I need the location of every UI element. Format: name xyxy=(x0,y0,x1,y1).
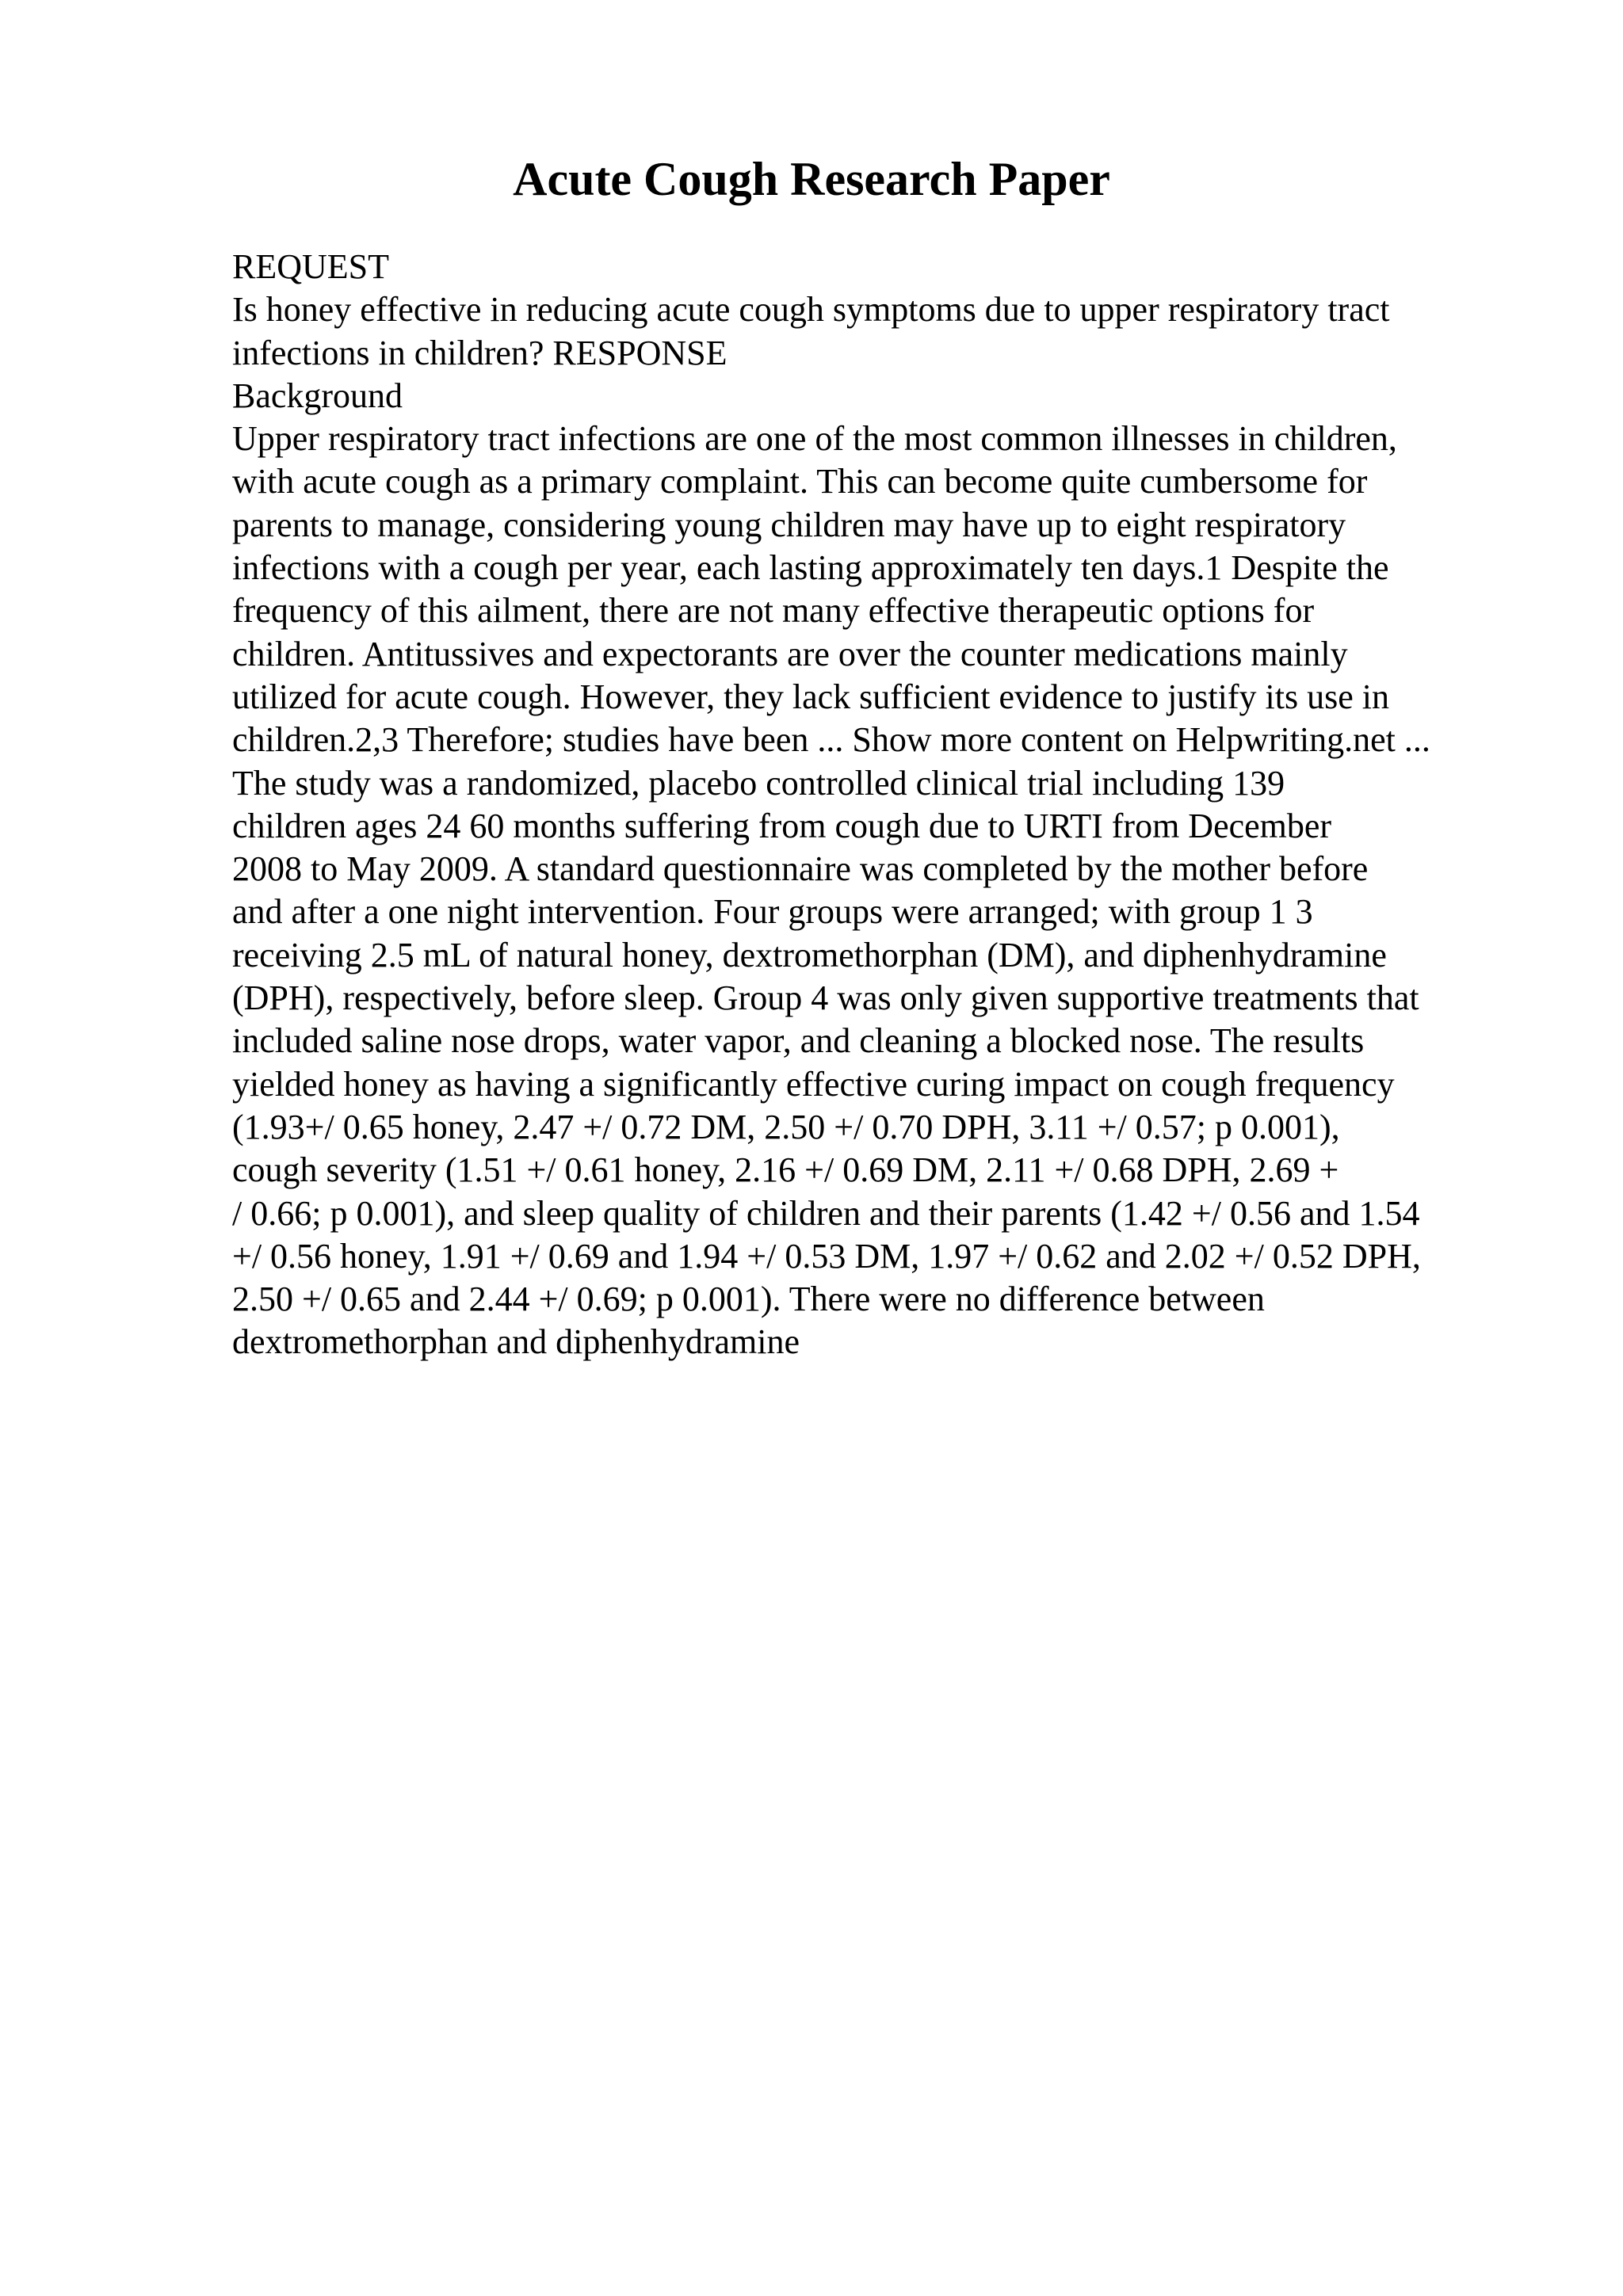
text-line: and after a one night intervention. Four groups were arranged; with group 1 3 xyxy=(232,892,1313,932)
text-line: 2008 to May 2009. A standard questionnaire was completed by the mother before xyxy=(232,849,1369,889)
text-line: The study was a randomized, placebo controlled clinical trial including 139 xyxy=(232,763,1285,803)
text-line: parents to manage, considering young children may have up to eight respiratory xyxy=(232,505,1346,544)
text-line: children ages 24 60 months suffering from cough due to URTI from December xyxy=(232,806,1332,845)
document-body xyxy=(232,246,1579,1364)
text-line: children.2,3 Therefore; studies have been ... Show more content on Helpwriting.net ... xyxy=(232,720,1430,760)
text-line: (1.93+/ 0.65 honey, 2.47 +/ 0.72 DM, 2.50 +/ 0.70 DPH, 3.11 +/ 0.57; p 0.001), xyxy=(232,1107,1340,1146)
text-line: infections in children? RESPONSE xyxy=(232,333,727,372)
text-line: infections with a cough per year, each lasting approximately ten days.1 Despite the xyxy=(232,548,1389,588)
text-line: Background xyxy=(232,376,403,415)
text-line: frequency of this ailment, there are not many effective therapeutic options for xyxy=(232,591,1315,631)
text-line: +/ 0.56 honey, 1.91 +/ 0.69 and 1.94 +/ 0.53 DM, 1.97 +/ 0.62 and 2.02 +/ 0.52 DPH, xyxy=(232,1236,1421,1276)
text-line: children. Antitussives and expectorants are over the counter medications mainly xyxy=(232,634,1348,673)
text-line: Upper respiratory tract infections are one of the most common illnesses in children, xyxy=(232,419,1397,459)
text-line: Is honey effective in reducing acute cough symptoms due to upper respiratory tract xyxy=(232,290,1390,330)
document-title: Acute Cough Research Paper xyxy=(513,153,1110,205)
text-line: utilized for acute cough. However, they lack sufficient evidence to justify its use in xyxy=(232,677,1389,716)
text-line: dextromethorphan and diphenhydramine xyxy=(232,1322,800,1362)
text-line: cough severity (1.51 +/ 0.61 honey, 2.16 +/ 0.69 DM, 2.11 +/ 0.68 DPH, 2.69 + xyxy=(232,1150,1339,1190)
text-line: 2.50 +/ 0.65 and 2.44 +/ 0.69; p 0.001). There were no difference between xyxy=(232,1280,1265,1319)
text-line: receiving 2.5 mL of natural honey, dextromethorphan (DM), and diphenhydramine xyxy=(232,935,1387,974)
text-line: / 0.66; p 0.001), and sleep quality of children and their parents (1.42 +/ 0.56 and 1.54 xyxy=(232,1193,1420,1233)
text-line: included saline nose drops, water vapor, and cleaning a blocked nose. The results xyxy=(232,1021,1365,1061)
text-line: REQUEST xyxy=(232,247,389,286)
text-line: yielded honey as having a significantly effective curing impact on cough frequency xyxy=(232,1064,1395,1104)
text-line: with acute cough as a primary complaint. This can become quite cumbersome for xyxy=(232,462,1368,502)
text-line: (DPH), respectively, before sleep. Group 4 was only given supportive treatments that xyxy=(232,978,1419,1018)
